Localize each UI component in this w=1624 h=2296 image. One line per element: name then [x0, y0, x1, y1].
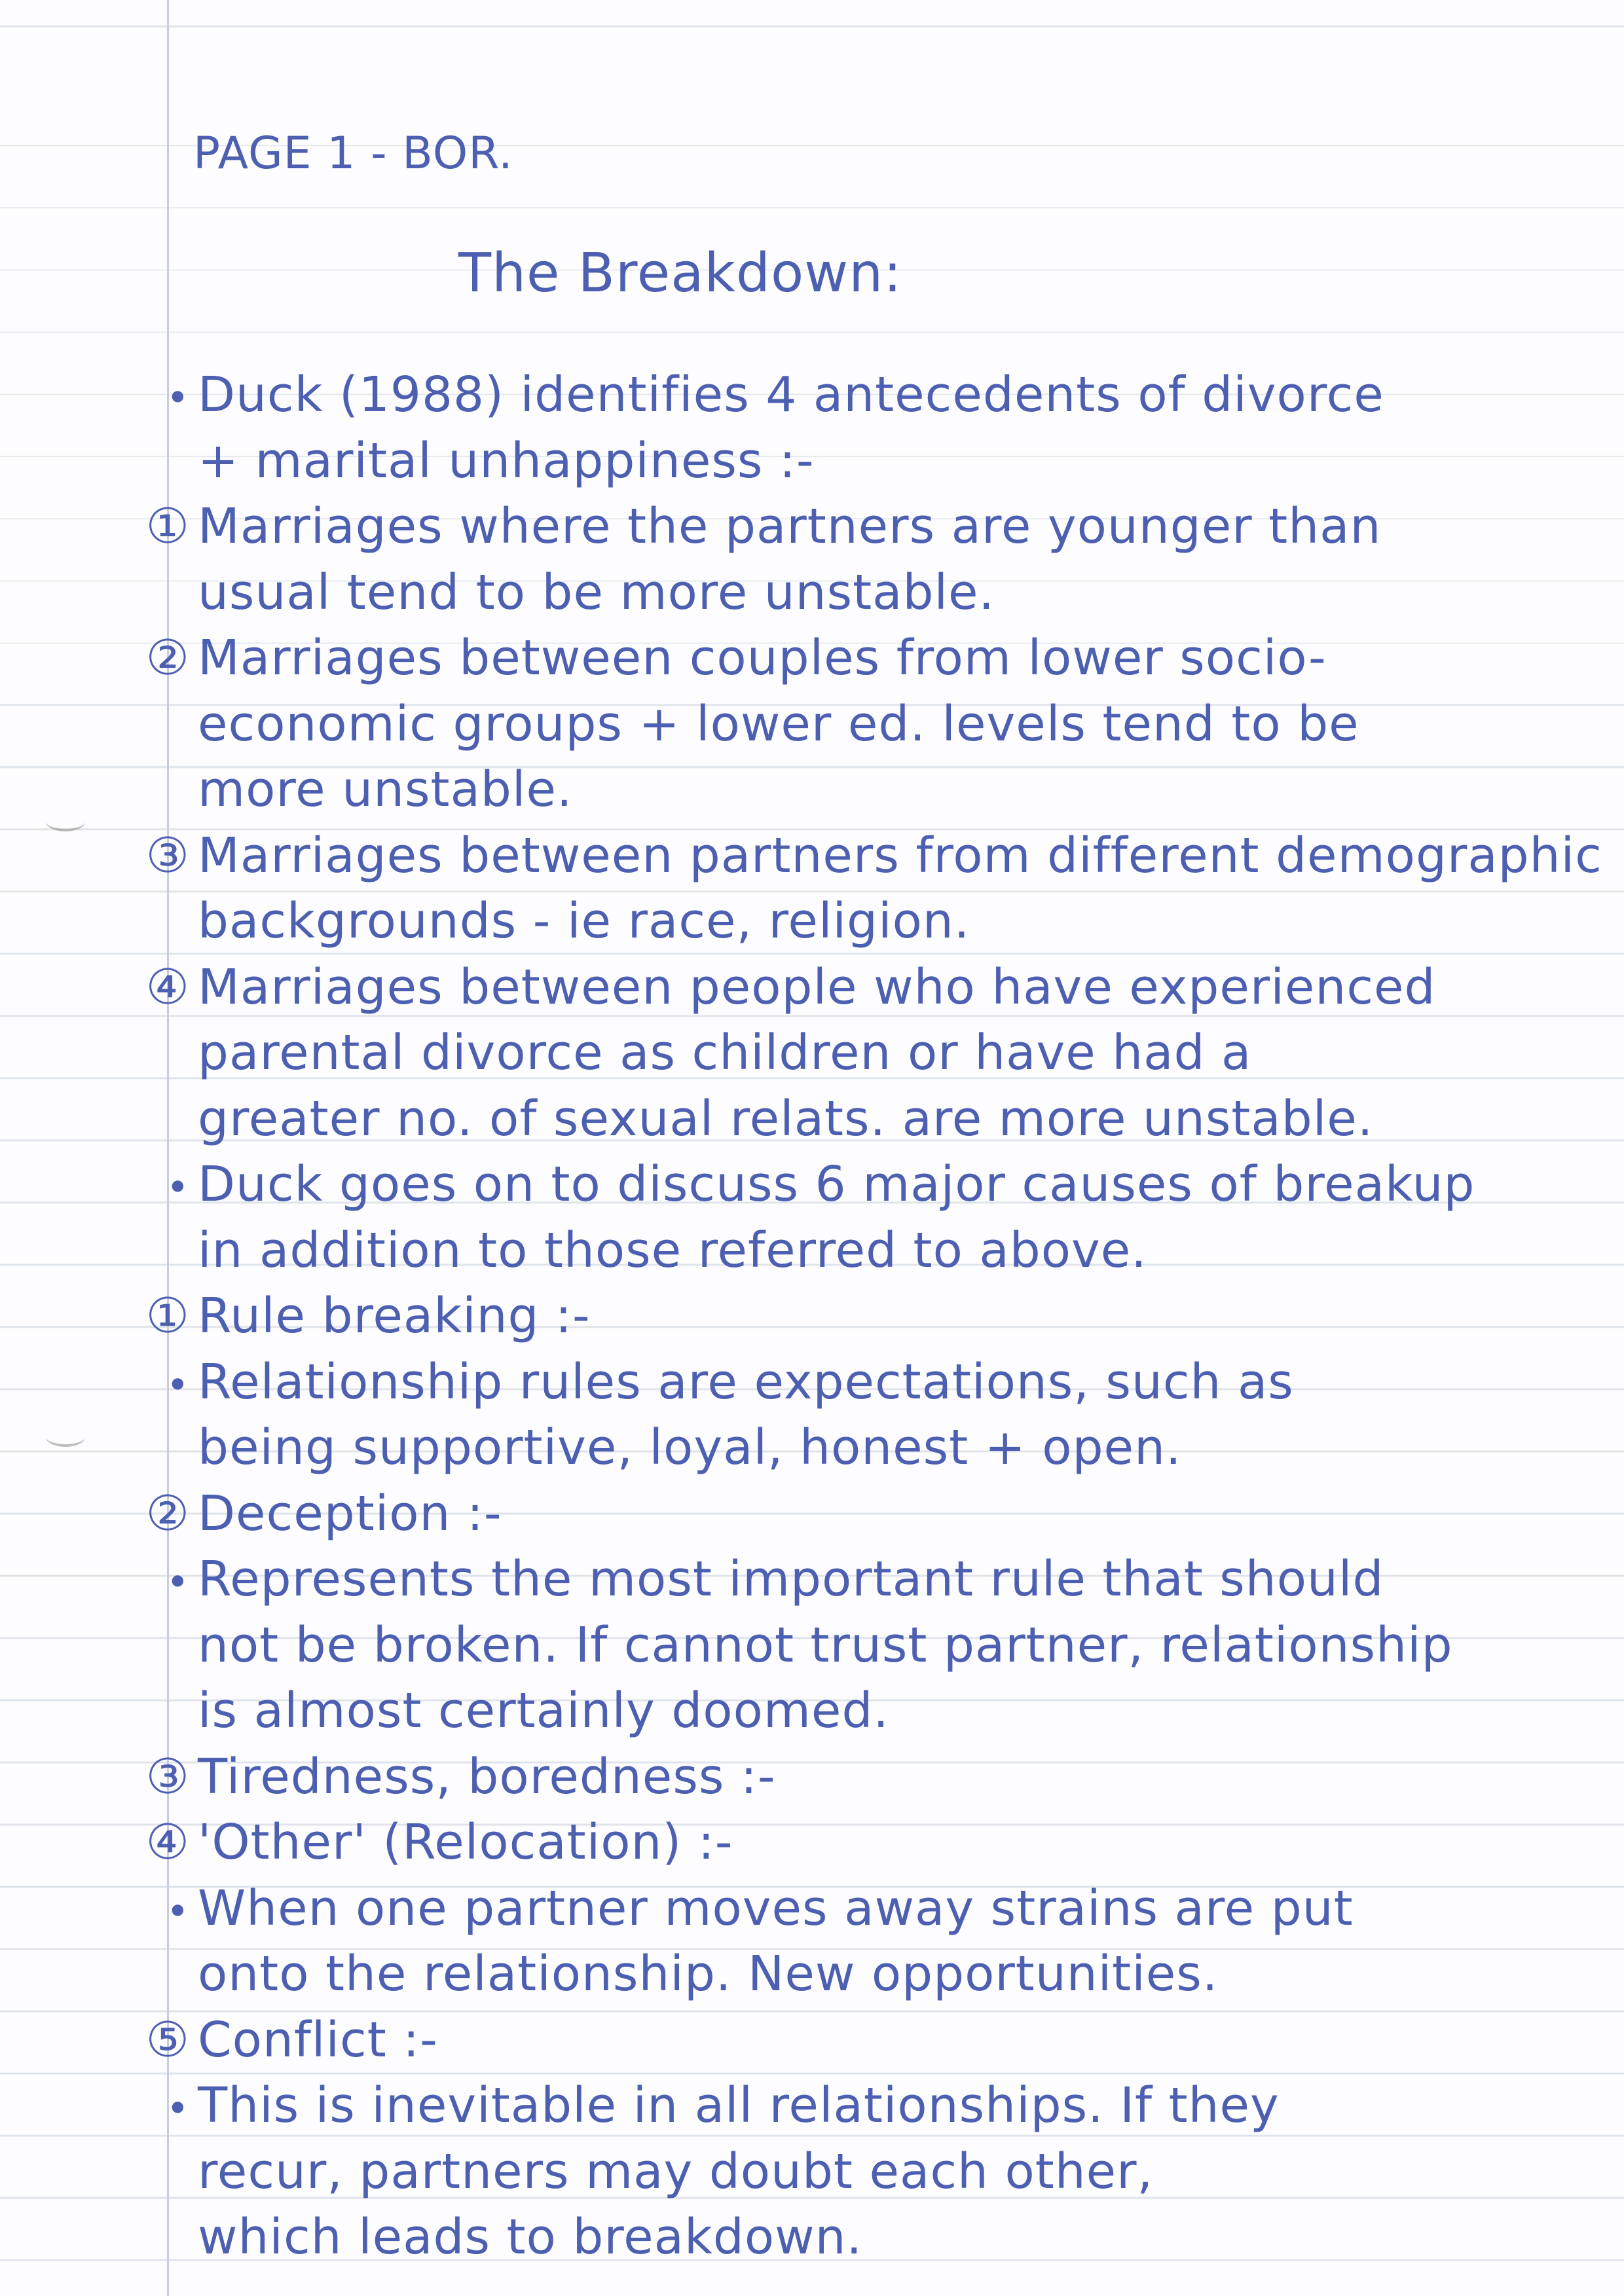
note-line	[124, 1482, 502, 1545]
punch-hole-mark	[46, 812, 85, 831]
page-header: PAGE 1 - BOR.	[193, 128, 513, 179]
note-text: Deception :-	[198, 1485, 502, 1542]
note-line	[124, 693, 1359, 756]
bullet-marker: •	[166, 1165, 190, 1211]
number-marker: ③	[145, 827, 190, 884]
note-line	[124, 2074, 1280, 2137]
note-text: in addition to those referred to above.	[198, 1222, 1147, 1279]
note-text: 'Other' (Relocation) :-	[198, 1814, 733, 1870]
note-line	[124, 824, 1602, 887]
note-text: This is inevitable in all relationships. If they	[198, 2077, 1280, 2134]
note-line	[124, 561, 995, 624]
note-text: Relationship rules are expectations, such as	[198, 1353, 1294, 1410]
note-line	[124, 495, 1381, 558]
note-line	[124, 1811, 733, 1874]
note-text: onto the relationship. New opportunities.	[198, 1946, 1219, 2002]
note-line	[124, 1548, 1384, 1611]
note-text: Marriages where the partners are younger than	[198, 498, 1382, 555]
note-line	[124, 1087, 1373, 1150]
bullet-marker: •	[166, 1888, 190, 1935]
note-line	[124, 2140, 1153, 2203]
note-text: is almost certainly doomed.	[198, 1683, 889, 1739]
note-line	[124, 1153, 1475, 1216]
note-line	[124, 1219, 1147, 1282]
note-line	[124, 1285, 591, 1347]
note-text: greater no. of sexual relats. are more unstable.	[198, 1090, 1374, 1147]
note-text: being supportive, loyal, honest + open.	[198, 1419, 1182, 1476]
note-text: which leads to breakdown.	[198, 2209, 863, 2265]
note-text: + marital unhappiness :-	[198, 432, 815, 489]
note-text: Represents the most important rule that should	[198, 1551, 1384, 1607]
number-marker: ②	[145, 630, 190, 686]
bullet-marker: •	[166, 2086, 190, 2132]
note-text: When one partner moves away strains are put	[198, 1880, 1354, 1937]
note-line	[124, 890, 970, 953]
note-line	[124, 1021, 1251, 1084]
note-line	[124, 363, 1384, 426]
note-line	[124, 627, 1327, 689]
number-marker: ②	[145, 1485, 190, 1542]
note-line	[124, 1351, 1294, 1413]
note-text: recur, partners may doubt each other,	[198, 2143, 1154, 2200]
note-line	[124, 1614, 1453, 1677]
note-line	[124, 1416, 1182, 1479]
note-line	[124, 758, 573, 821]
bullet-marker: •	[166, 1559, 190, 1605]
note-text: Marriages between partners from different demographic	[198, 827, 1602, 884]
number-marker: ①	[145, 1288, 190, 1344]
number-marker: ④	[145, 958, 190, 1015]
number-marker: ①	[145, 498, 190, 555]
note-line	[124, 1877, 1354, 1940]
note-text: Tiredness, boredness :-	[198, 1748, 776, 1805]
number-marker: ⑤	[145, 2011, 190, 2068]
note-text: Conflict :-	[198, 2011, 438, 2068]
number-marker: ④	[145, 1814, 190, 1870]
note-line	[124, 2009, 438, 2071]
punch-hole-mark	[46, 1427, 85, 1447]
note-text: economic groups + lower ed. levels tend to be	[198, 695, 1359, 752]
page-title: The Breakdown:	[458, 242, 902, 304]
note-line	[124, 2206, 862, 2269]
bullet-marker: •	[166, 1362, 190, 1408]
number-marker: ③	[145, 1748, 190, 1805]
note-text: usual tend to be more unstable.	[198, 564, 995, 621]
note-text: not be broken. If cannot trust partner, relationship	[198, 1616, 1453, 1673]
note-text: Marriages between people who have experienced	[198, 958, 1436, 1015]
note-text: Duck (1988) identifies 4 antecedents of divorce	[198, 367, 1384, 423]
note-line	[124, 429, 815, 492]
note-text: more unstable.	[198, 761, 573, 818]
bullet-marker: •	[166, 375, 190, 421]
note-text: backgrounds - ie race, religion.	[198, 893, 970, 949]
note-text: Rule breaking :-	[198, 1288, 591, 1344]
note-line	[124, 1679, 889, 1742]
note-line	[124, 1942, 1218, 2005]
note-line	[124, 1745, 776, 1808]
note-line	[124, 956, 1436, 1019]
note-text: Duck goes on to discuss 6 major causes of breakup	[198, 1156, 1475, 1212]
note-text: Marriages between couples from lower socio-	[198, 630, 1327, 686]
note-text: parental divorce as children or have had a	[198, 1025, 1252, 1081]
